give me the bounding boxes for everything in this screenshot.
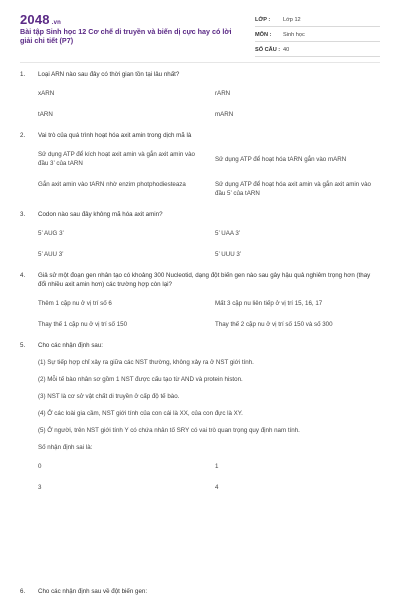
question-4 bbox=[20, 271, 380, 329]
question-number: 4. bbox=[20, 272, 26, 279]
answer-options bbox=[38, 150, 380, 198]
statement-list bbox=[38, 358, 380, 452]
question-1 bbox=[20, 70, 380, 119]
answer-option[interactable]: Sử dụng ATP để hoạt hóa tARN gắn vào mARN bbox=[215, 155, 347, 163]
meta-value: 40 bbox=[283, 47, 290, 53]
question-text: Vai trò của quá trình hoạt hóa axit amin trong dịch mã là bbox=[38, 132, 192, 139]
answer-option[interactable]: 1 bbox=[215, 463, 219, 470]
question-3 bbox=[20, 210, 380, 259]
answer-option[interactable]: Thay thế 1 cặp nu ở vị trí số 150 bbox=[38, 321, 128, 328]
brand-suffix: .vn bbox=[51, 20, 62, 26]
brand-logo[interactable] bbox=[20, 12, 61, 27]
answer-option[interactable]: 5’ AUG 3’ bbox=[38, 230, 64, 237]
answer-option[interactable]: 0 bbox=[38, 463, 42, 470]
meta-value: Lớp 12 bbox=[283, 17, 301, 23]
question-text: Cho các nhận định sau: bbox=[38, 342, 104, 349]
meta-panel bbox=[255, 14, 380, 59]
answer-options bbox=[38, 462, 380, 492]
answer-option[interactable]: xARN bbox=[38, 90, 55, 97]
question-text: Loại ARN nào sau đây có thời gian tồn tại lâu nhất? bbox=[38, 71, 180, 78]
meta-row-count bbox=[255, 44, 380, 57]
answer-option[interactable]: rARN bbox=[215, 90, 231, 97]
answer-option[interactable]: mARN bbox=[215, 111, 234, 118]
answer-option[interactable]: 4 bbox=[215, 484, 219, 491]
header-divider bbox=[20, 62, 380, 63]
question-number: 6. bbox=[20, 588, 26, 595]
question-2 bbox=[20, 131, 380, 198]
answer-option[interactable]: 5’ UAA 3’ bbox=[215, 230, 241, 237]
question-5 bbox=[20, 341, 380, 492]
question-list bbox=[20, 70, 380, 595]
answer-option[interactable]: tARN bbox=[38, 111, 53, 118]
question-number: 1. bbox=[20, 71, 26, 78]
question-number: 2. bbox=[20, 132, 26, 139]
statement-item: (1) Sự tiếp hợp chỉ xảy ra giữa các NST thường, không xảy ra ở NST giới tính. bbox=[38, 359, 254, 366]
answer-option[interactable]: 3 bbox=[38, 484, 42, 491]
meta-row-class bbox=[255, 14, 380, 27]
question-prompt: Số nhận định sai là: bbox=[38, 444, 93, 451]
meta-label: LỚP : bbox=[255, 17, 271, 23]
header bbox=[0, 0, 400, 62]
answer-option[interactable]: 5’ AUU 3’ bbox=[38, 251, 64, 258]
answer-option[interactable]: 5’ UUU 3’ bbox=[215, 251, 242, 258]
answer-options bbox=[38, 89, 380, 119]
question-text: Codon nào sau đây không mã hóa axit amin? bbox=[38, 211, 163, 218]
question-6 bbox=[20, 587, 380, 596]
answer-options bbox=[38, 299, 380, 329]
question-text: Cho các nhận định sau về đột biến gen: bbox=[38, 588, 148, 595]
question-number: 3. bbox=[20, 211, 26, 218]
statement-item: (4) Ở các loài gia cầm, NST giới tính của con cái là XX, của con đực là XY. bbox=[38, 410, 243, 417]
brand-name: 2048 bbox=[20, 12, 50, 27]
meta-label: SỐ CÂU : bbox=[255, 47, 281, 53]
question-number: 5. bbox=[20, 342, 26, 349]
meta-row-subject bbox=[255, 29, 380, 42]
meta-value: Sinh học bbox=[283, 32, 305, 38]
answer-option[interactable]: Thay thế 2 cặp nu ở vị trí số 150 và số 300 bbox=[215, 321, 333, 328]
answer-option[interactable]: Gắn axit amin vào tARN nhờ enzim photphodiesteaza bbox=[38, 181, 186, 188]
statement-item: (5) Ở người, trên NST giới tính Y có chứa nhân tố SRY có vai trò quan trọng quy định nam tính. bbox=[38, 427, 300, 434]
answer-option[interactable]: Sử dụng ATP để hoạt hóa axit amin và gắn axit amin vào đầu 5’ của tARN bbox=[215, 181, 371, 197]
answer-option[interactable]: Mất 3 cặp nu liên tiếp ở vị trí 15, 16, 17 bbox=[215, 300, 323, 307]
statement-item: (3) NST là cơ sở vật chất di truyền ở cấp độ tế bào. bbox=[38, 393, 180, 400]
question-text: Giả sử một đoạn gen nhân tạo có khoảng 300 Nucleotid, dạng đột biến gen nào sau gây hậu quả nghiêm trọng hơn (thay đổi nhiều axit amin hơn) các trường hợp còn lại? bbox=[38, 272, 371, 288]
answer-option[interactable]: Thêm 1 cặp nu ở vị trí số 6 bbox=[38, 300, 112, 307]
page-title: Bài tập Sinh học 12 Cơ chế di truyền và biến dị cực hay có lời giải chi tiết (P7) bbox=[20, 27, 232, 45]
statement-item: (2) Mỗi tế bào nhân sơ gồm 1 NST được cấu tạo từ AND và protein histon. bbox=[38, 376, 243, 383]
answer-option[interactable]: Sử dụng ATP để kích hoạt axit amin và gắn axit amin vào đầu 3’ của tARN bbox=[38, 151, 195, 167]
meta-label: MÔN : bbox=[255, 32, 272, 38]
answer-options bbox=[38, 229, 380, 259]
